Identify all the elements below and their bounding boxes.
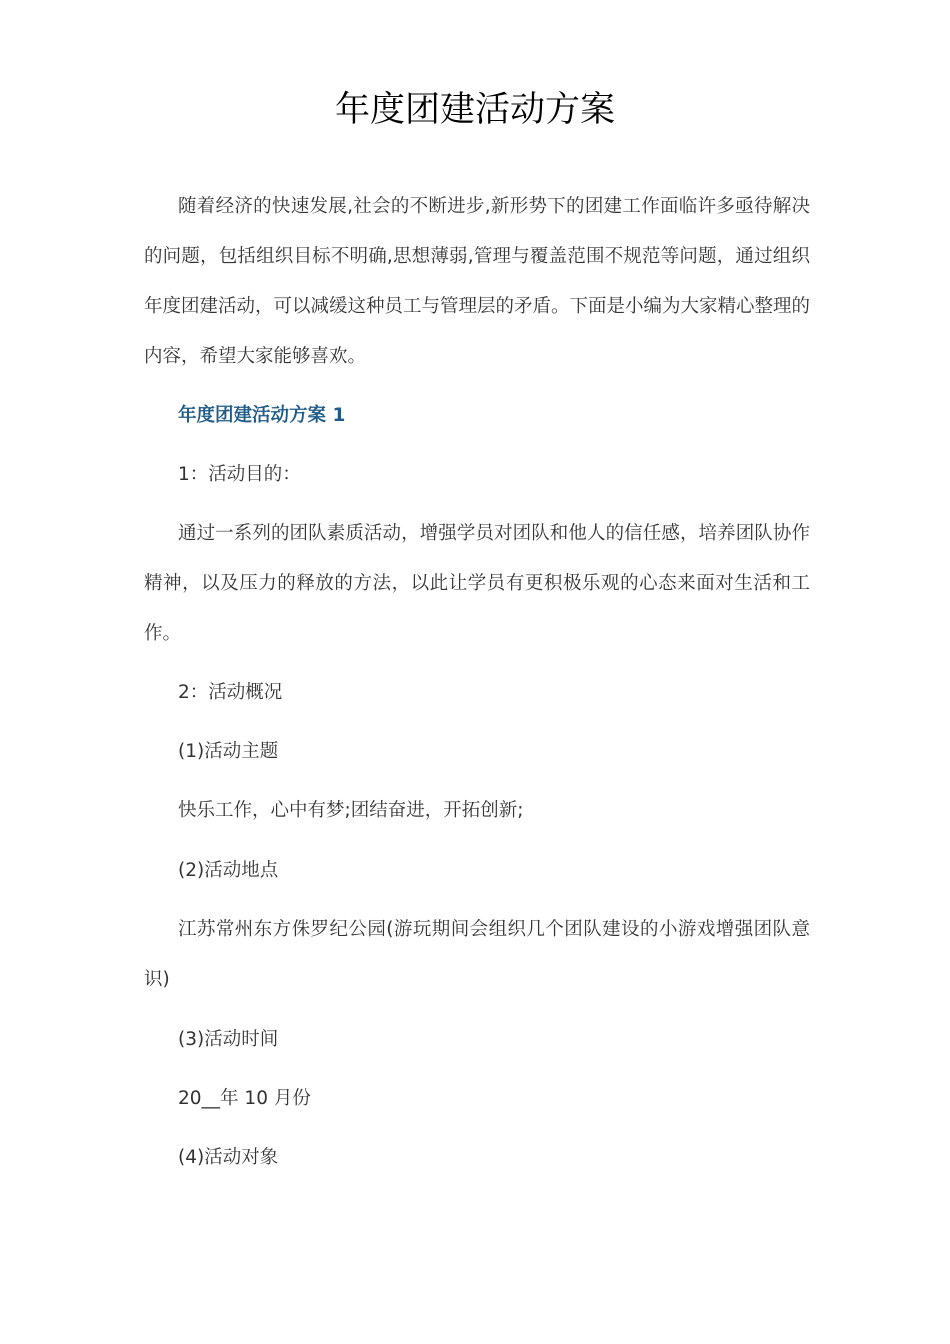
purpose-heading: 1：活动目的： bbox=[178, 464, 301, 485]
intro-paragraph: 随着经济的快速发展,社会的不断进步,新形势下的团建工作面临许多亟待解决的问题，包括组织目标不明确,思想薄弱,管理与覆盖范围不规范等问题，通过组织年度团建活动，可以减缓这种员工与管理层的矛盾。下面是小编为大家精心整理的内容，希望大家能够喜欢。 bbox=[144, 196, 811, 367]
location-paragraph: 江苏常州东方侏罗纪公园(游玩期间会组织几个团队建设的小游戏增强团队意识) bbox=[144, 919, 810, 990]
document-title: 年度团建活动方案 bbox=[334, 90, 615, 130]
section-heading: 年度团建活动方案 1 bbox=[178, 405, 346, 426]
purpose-paragraph: 通过一系列的团队素质活动，增强学员对团队和他人的信任感，培养团队协作精神，以及压力的释放的方法，以此让学员有更积极乐观的心态来面对生活和工作。 bbox=[144, 523, 810, 644]
theme-label: (1)活动主题 bbox=[178, 741, 279, 762]
time-label: (3)活动时间 bbox=[178, 1029, 279, 1050]
audience-label: (4)活动对象 bbox=[178, 1147, 279, 1168]
overview-heading: 2：活动概况 bbox=[178, 682, 283, 703]
location-label: (2)活动地点 bbox=[178, 860, 279, 881]
time-text: 20__年 10 月份 bbox=[178, 1088, 311, 1109]
theme-text: 快乐工作，心中有梦;团结奋进，开拓创新; bbox=[178, 800, 524, 821]
